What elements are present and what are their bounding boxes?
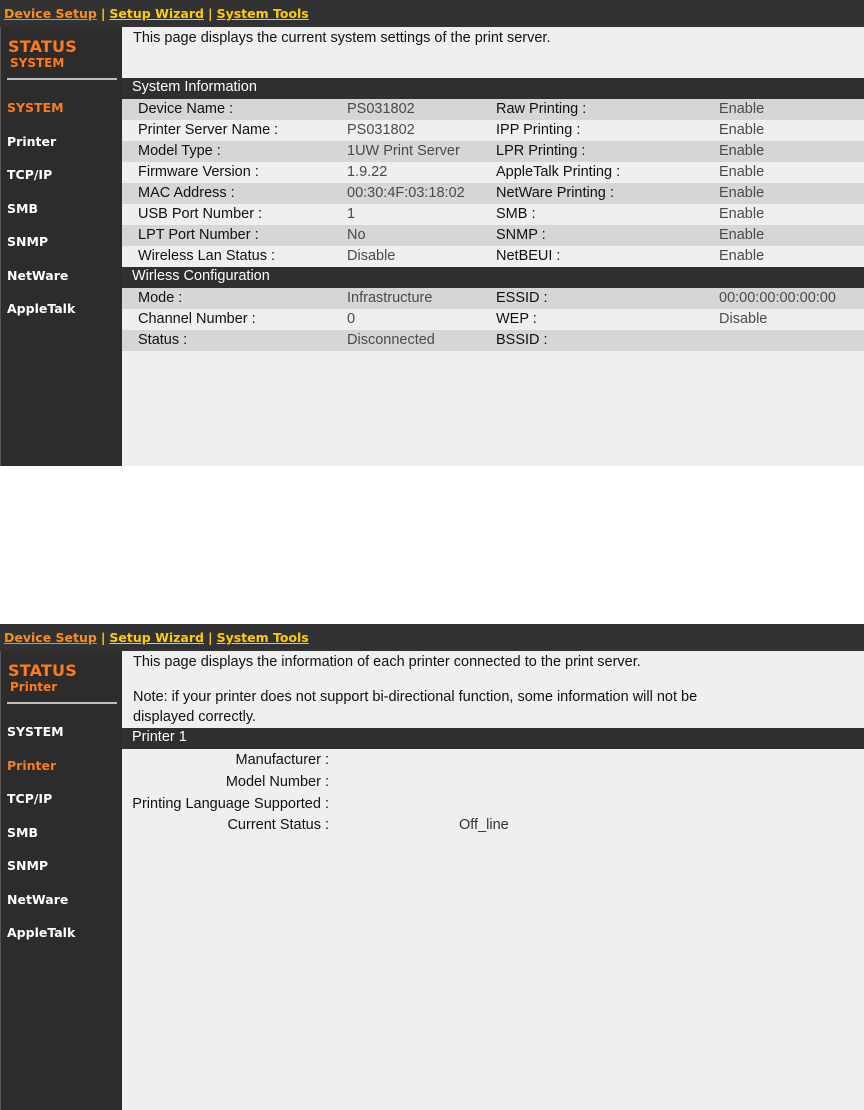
section-header-system-information: System Information	[122, 78, 864, 99]
field-label: NetWare Printing :	[496, 185, 614, 201]
table-row	[122, 162, 864, 183]
field-label: Printing Language Supported :	[132, 796, 329, 812]
setup-wizard-link[interactable]: Setup Wizard	[109, 630, 204, 645]
sidebar-item-smb[interactable]: SMB	[7, 201, 38, 216]
field-value: Disconnected	[347, 332, 435, 348]
field-value: Enable	[719, 206, 765, 222]
table-row	[122, 246, 864, 267]
page-description: This page displays the information of each printer connected to the print server.	[133, 654, 641, 670]
bidirectional-note-continued: displayed correctly.	[133, 709, 257, 725]
table-row	[122, 141, 864, 162]
sidebar-item-netware[interactable]: NetWare	[7, 268, 69, 283]
sidebar-item-appletalk[interactable]: AppleTalk	[7, 301, 76, 316]
field-label: Mode :	[138, 290, 183, 306]
field-label: LPT Port Number :	[138, 227, 259, 243]
sidebar-item-system[interactable]: SYSTEM	[7, 100, 64, 115]
printer-info-row	[122, 794, 864, 815]
field-value: Enable	[719, 164, 765, 180]
main-content	[122, 27, 864, 466]
sidebar	[0, 651, 122, 1110]
device-setup-link[interactable]: Device Setup	[4, 630, 97, 645]
sidebar	[0, 27, 122, 466]
table-row	[122, 309, 864, 330]
system-tools-link[interactable]: System Tools	[216, 6, 309, 21]
field-value: 1UW Print Server	[347, 143, 460, 159]
setup-wizard-link[interactable]: Setup Wizard	[109, 6, 204, 21]
nav-separator: |	[207, 6, 213, 21]
device-setup-link[interactable]: Device Setup	[4, 6, 97, 21]
field-label: IPP Printing :	[496, 122, 581, 138]
field-label: SNMP :	[496, 227, 546, 243]
field-value: Enable	[719, 122, 765, 138]
table-row	[122, 330, 864, 351]
field-value: PS031802	[347, 101, 415, 117]
table-row	[122, 99, 864, 120]
field-label: Manufacturer :	[235, 752, 329, 768]
field-label: MAC Address :	[138, 185, 235, 201]
field-label: Firmware Version :	[138, 164, 259, 180]
field-value: Disable	[347, 248, 396, 264]
field-label: ESSID :	[496, 290, 548, 306]
printer-status-window	[0, 624, 864, 1110]
field-label: BSSID :	[496, 332, 548, 348]
field-label: Status :	[138, 332, 188, 348]
sidebar-title: STATUS	[8, 37, 77, 56]
field-value: Disable	[719, 311, 768, 327]
field-value: Enable	[719, 143, 765, 159]
table-row	[122, 225, 864, 246]
field-label: Wireless Lan Status :	[138, 248, 275, 264]
main-content	[122, 651, 864, 1110]
top-navigation	[0, 624, 864, 651]
table-row	[122, 288, 864, 309]
field-value: Infrastructure	[347, 290, 433, 306]
field-value: Enable	[719, 101, 765, 117]
printer-info-row	[122, 750, 864, 771]
printer-info-row	[122, 772, 864, 793]
field-value: No	[347, 227, 366, 243]
bidirectional-note: Note: if your printer does not support bi-directional function, some information will not be	[133, 689, 698, 705]
sidebar-item-tcpip[interactable]: TCP/IP	[7, 791, 53, 806]
field-value: 1	[347, 206, 356, 222]
sidebar-subtitle: Printer	[10, 680, 58, 694]
section-header-wireless-configuration: Wirless Configuration	[122, 267, 864, 288]
sidebar-item-printer[interactable]: Printer	[7, 134, 57, 149]
printer-info-row	[122, 815, 864, 836]
field-label: WEP :	[496, 311, 537, 327]
field-value: 00:00:00:00:00:00	[719, 290, 836, 306]
field-label: Printer Server Name :	[138, 122, 279, 138]
field-label: NetBEUI :	[496, 248, 561, 264]
field-label: AppleTalk Printing :	[496, 164, 621, 180]
field-value: 1.9.22	[347, 164, 388, 180]
field-value: Off_line	[459, 817, 509, 833]
field-label: Device Name :	[138, 101, 234, 117]
field-label: SMB :	[496, 206, 536, 222]
field-label: Model Number :	[225, 774, 329, 790]
field-value: PS031802	[347, 122, 415, 138]
sidebar-subtitle: SYSTEM	[10, 56, 65, 70]
field-label: Current Status :	[227, 817, 329, 833]
sidebar-item-snmp[interactable]: SNMP	[7, 234, 49, 249]
field-value: 00:30:4F:03:18:02	[347, 185, 465, 201]
sidebar-title: STATUS	[8, 661, 77, 680]
field-label: USB Port Number :	[138, 206, 263, 222]
system-tools-link[interactable]: System Tools	[216, 630, 309, 645]
table-row	[122, 183, 864, 204]
section-header-printer-1: Printer 1	[122, 728, 864, 749]
field-label: Channel Number :	[138, 311, 256, 327]
sidebar-item-smb[interactable]: SMB	[7, 825, 38, 840]
page-description: This page displays the current system settings of the print server.	[133, 30, 551, 46]
field-value: 0	[347, 311, 356, 327]
system-status-window	[0, 0, 864, 466]
top-navigation	[0, 0, 864, 27]
sidebar-item-appletalk[interactable]: AppleTalk	[7, 925, 76, 940]
field-value: Enable	[719, 227, 765, 243]
sidebar-item-system[interactable]: SYSTEM	[7, 724, 64, 739]
nav-separator: |	[100, 6, 106, 21]
nav-separator: |	[207, 630, 213, 645]
field-value: Enable	[719, 248, 765, 264]
field-label: Raw Printing :	[496, 101, 587, 117]
field-label: Model Type :	[138, 143, 221, 159]
table-row	[122, 120, 864, 141]
sidebar-item-printer[interactable]: Printer	[7, 758, 57, 773]
sidebar-item-tcpip[interactable]: TCP/IP	[7, 167, 53, 182]
field-label: LPR Printing :	[496, 143, 586, 159]
field-value: Enable	[719, 185, 765, 201]
nav-separator: |	[100, 630, 106, 645]
sidebar-divider	[7, 702, 117, 704]
sidebar-item-netware[interactable]: NetWare	[7, 892, 69, 907]
sidebar-item-snmp[interactable]: SNMP	[7, 858, 49, 873]
sidebar-divider	[7, 78, 117, 80]
table-row	[122, 204, 864, 225]
